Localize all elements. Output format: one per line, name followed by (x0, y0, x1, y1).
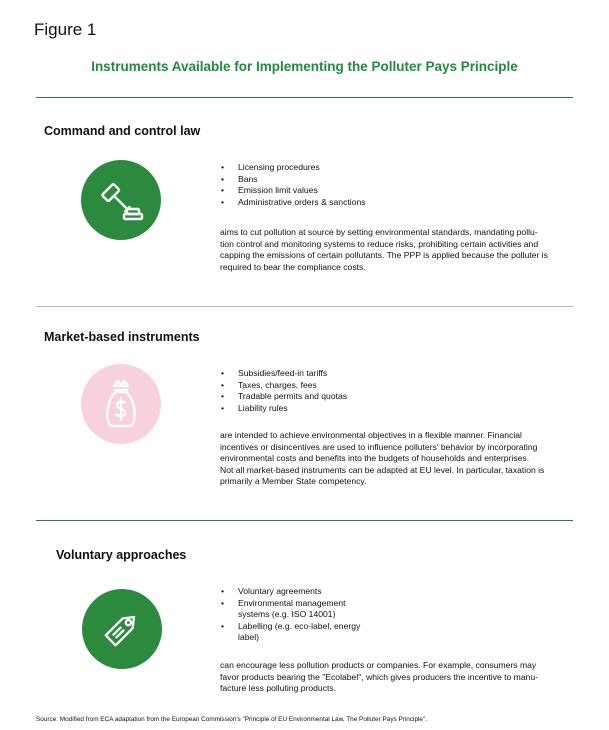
list-item: • Environmental management systems (e.g. ISO 14001) (217, 598, 360, 621)
tag-icon (96, 603, 148, 655)
section-heading-voluntary: Voluntary approaches (56, 548, 187, 562)
market-based-description: are intended to achieve environmental objectives in a flexible manner. Financial incentives or disincentives are used to influence polluters' behavior by incorporating environmental costs and benefits into the budgets of households and enterprises. Not all market-based instruments can be adapted at EU level. In particular, taxation is primarily a Member State competency. (220, 430, 545, 487)
list-item: • Tradable permits and quotas (217, 391, 347, 403)
section-heading-market-based: Market-based instruments (44, 330, 200, 344)
command-control-bullets (217, 162, 366, 208)
list-item: • Licensing procedures (217, 162, 366, 174)
list-item: • Taxes, charges, fees (217, 380, 347, 392)
gavel-icon (96, 175, 146, 225)
list-item: • Emission limit values (217, 185, 366, 197)
voluntary-description: can encourage less pollution products or companies. For example, consumers may favor products bearing the "Ecolabel", which gives producers the incentive to manu- facture less polluting products. (220, 660, 539, 694)
command-control-description: aims to cut pollution at source by setting environmental standards, mandating pollu- tion control and monitoring systems to reduce risks, prohibiting certain activities and capping the emissions of certain pollutants. The PPP is applied because the polluter is required to bear the compliance costs. (220, 227, 548, 272)
voluntary-bullets (217, 586, 360, 644)
list-item: • Labelling (e.g. eco-label, energy label) (217, 621, 360, 644)
figure-title: Instruments Available for Implementing the Polluter Pays Principle (91, 59, 518, 74)
figure-label: Figure 1 (34, 20, 97, 39)
tag-icon-circle (82, 589, 162, 669)
money-bag-icon-circle (81, 364, 161, 444)
divider (36, 520, 573, 521)
list-item: • Administrative orders & sanctions (217, 197, 366, 209)
list-item: • Subsidies/feed-in tariffs (217, 368, 347, 380)
list-item: • Voluntary agreements (217, 586, 360, 598)
section-heading-command-control: Command and control law (44, 124, 201, 138)
source-note: Source: Modified from ECA adaptation from the European Commission's "Principle of EU Environmental Law, The Polluter Pays Principle". (36, 716, 428, 723)
divider (36, 306, 573, 307)
list-item: • Liability rules (217, 403, 347, 415)
market-based-bullets (217, 368, 347, 414)
divider (36, 97, 573, 98)
list-item: • Bans (217, 174, 366, 186)
gavel-icon-circle (81, 160, 161, 240)
money-bag-icon (96, 376, 146, 432)
